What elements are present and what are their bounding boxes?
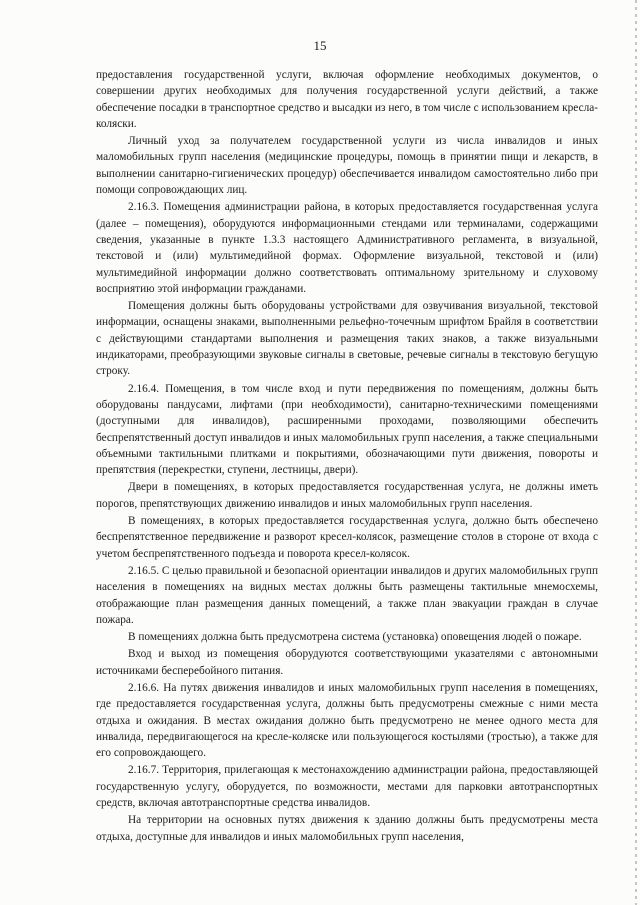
paragraph: 2.16.4. Помещения, в том числе вход и пути передвижения по помещениям, должны быть оборудованы пандусами, лифтами (при необходимости), санитарно-техническими помещениями (доступными для инвалидов), расширенными проходами, позволяющими обеспечить беспрепятственный доступ инвалидов и иных маломобильных групп населения, а также специальными объемными тактильными плитками и покрытиями, обозначающими пути движения, повороты и препятствия (перекрестки, ступени, лестницы, двери).	[96, 382, 598, 477]
paragraph: Помещения должны быть оборудованы устройствами для озвучивания визуальной, текстовой информации, оснащены знаками, выполненными рельефно-точечным шрифтом Брайля в соответствии с действующими стандартами выполнения и размещения таких знаков, а также визуальными индикаторами, преобразующими звуковые сигналы в световые, речевые сигналы в текстовую бегущую строку.	[96, 300, 598, 378]
paragraph: Вход и выход из помещения оборудуются соответствующими указателями с автономными источниками бесперебойного питания.	[96, 648, 598, 677]
scan-edge	[635, 0, 637, 905]
paragraph: На территории на основных путях движения к зданию должны быть предусмотрены места отдыха, доступные для инвалидов и иных маломобильных групп населения,	[96, 814, 598, 843]
document-body	[96, 67, 598, 845]
paragraph: В помещениях, в которых предоставляется государственная услуга, должно быть обеспечено беспрепятственное передвижение и разворот кресел-колясок, размещение столов в стороне от входа с учетом беспрепятственного подъезда и поворота кресел-колясок.	[96, 515, 598, 560]
paragraph: 2.16.7. Территория, прилегающая к местонахождению администрации района, предоставляющей государственную услугу, оборудуется, по возможности, местами для парковки автотранспортных средств, включая автотранспортные средства инвалидов.	[96, 764, 598, 810]
paragraph: Личный уход за получателем государственной услуги из числа инвалидов и иных маломобильных групп населения (медицинские процедуры, помощь в принятии пищи и лекарств, в выполнении санитарно-гигиенических процедур) обеспечивается инвалидом самостоятельно либо при помощи сопровождающих лиц.	[96, 135, 598, 197]
paragraph: Двери в помещениях, в которых предоставляется государственная услуга, не должны иметь порогов, препятствующих движению инвалидов и иных маломобильных групп населения.	[96, 481, 598, 510]
paragraph: 2.16.3. Помещения администрации района, в которых предоставляется государственная услуга (далее – помещения), оборудуются информационными стендами или терминалами, содержащими сведения, указанные в пункте 1.3.3 настоящего Административного регламента, в визуальной, текстовой и (или) мультимедийной формах. Оформление визуальной, текстовой и (или) мультимедийной информации должно соответствовать оптимальному зрительному и слуховому восприятию этой информации гражданами.	[96, 201, 598, 295]
paragraph: В помещениях должна быть предусмотрена система (установка) оповещения людей о пожаре.	[128, 631, 582, 644]
paragraph: 2.16.6. На путях движения инвалидов и иных маломобильных групп населения в помещениях, где предоставляется государственная услуга, должны быть предусмотрены смежные с ними места отдыха и ожидания. В местах ожидания должно быть предусмотрено не менее одного места для инвалида, передвигающегося на кресле-коляске или пользующегося костылями (тростью), а также для его сопровождающего.	[96, 681, 598, 760]
page-number: 15	[313, 38, 327, 53]
paragraph: предоставления государственной услуги, включая оформление необходимых документов, о совершении других необходимых для получения государственной услуги действий, а также обеспечение посадки в транспортное средство и высадки из него, в том числе с использованием кресла-коляски.	[96, 69, 599, 130]
paragraph: 2.16.5. С целью правильной и безопасной ориентации инвалидов и других маломобильных групп населения в помещениях на видных местах должны быть размещены тактильные мнемосхемы, отображающие план размещения данных помещений, а также план эвакуации граждан в случае пожара.	[96, 564, 598, 626]
